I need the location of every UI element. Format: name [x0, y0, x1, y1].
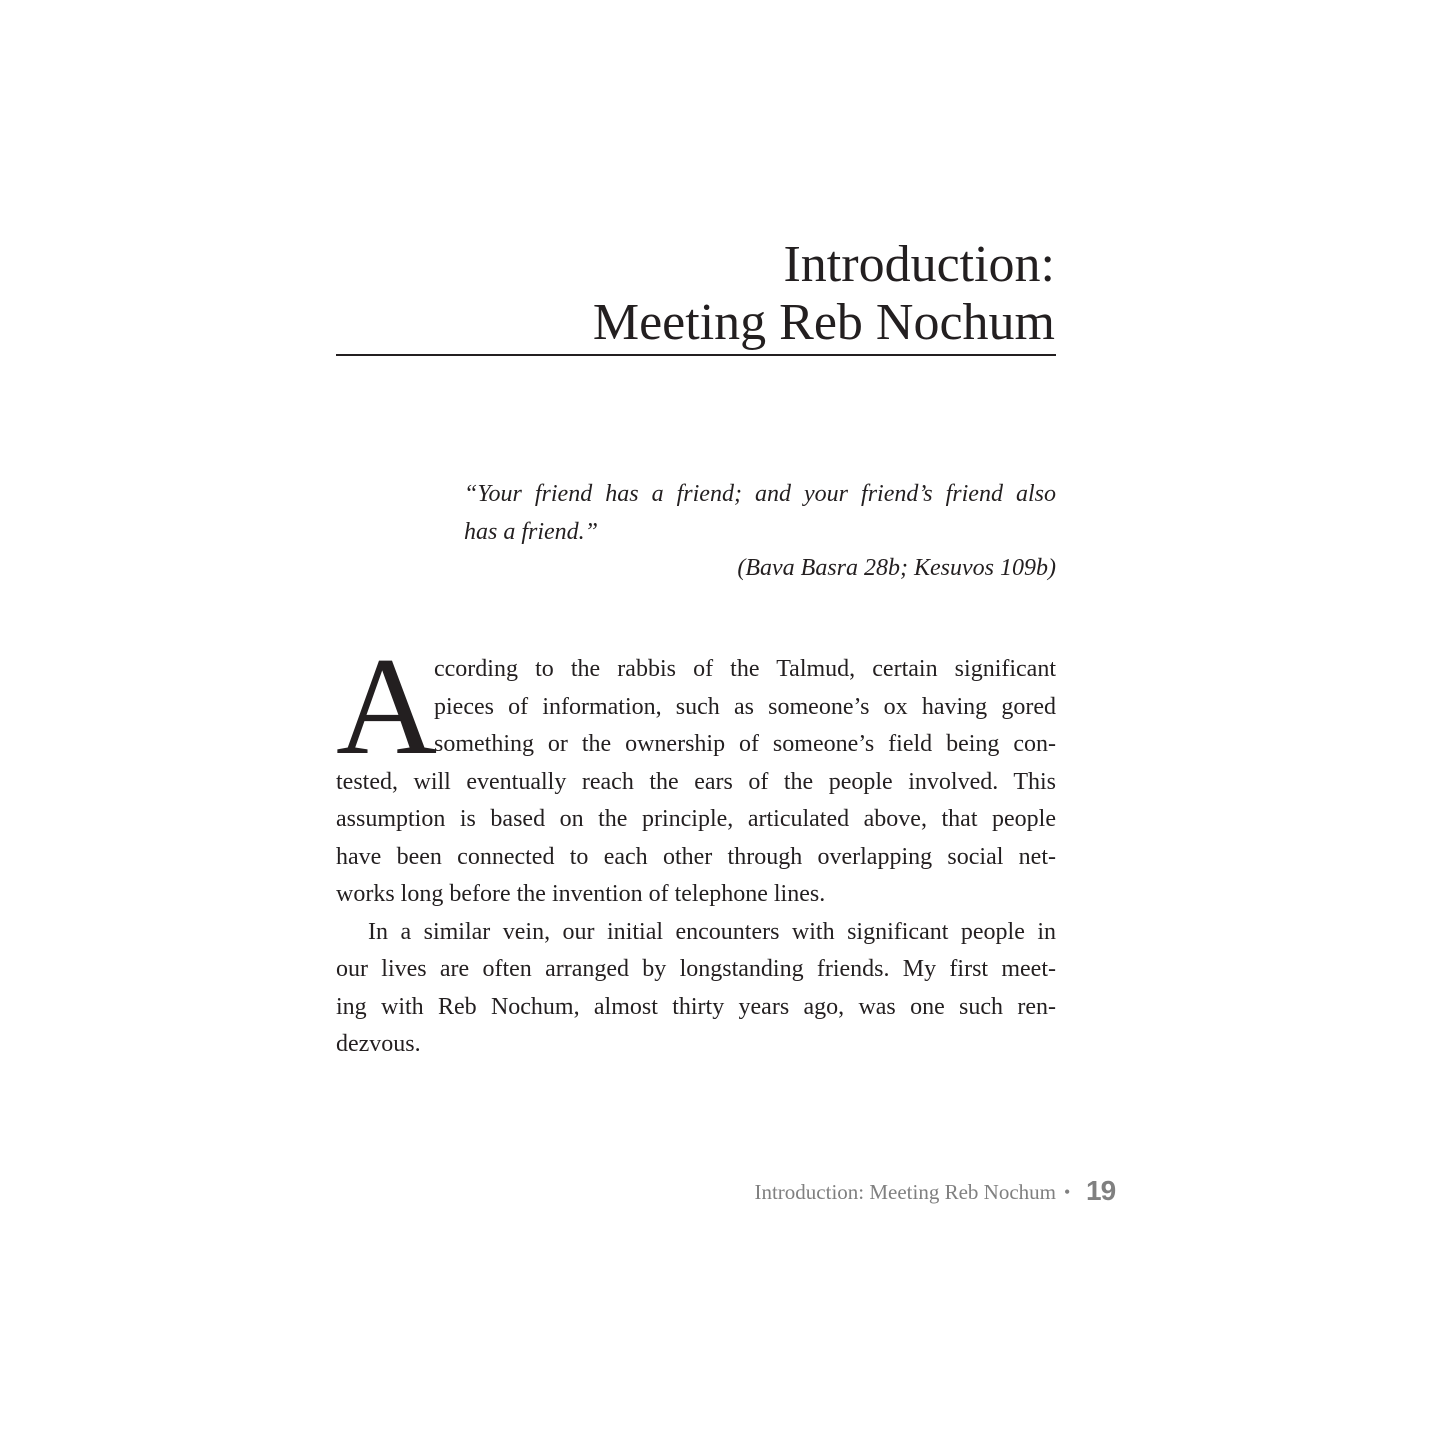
running-footer: Introduction: Meeting Reb Nochum: [754, 1180, 1056, 1204]
paragraph-1-line: works long before the invention of telephone lines.: [336, 881, 826, 907]
page-number: 19: [1086, 1175, 1116, 1206]
epigraph-quote: [464, 476, 1056, 551]
paragraph-2: [336, 914, 1056, 1064]
paragraph-1-line: have been connected to each other through overlapping social net-: [336, 843, 1056, 870]
epigraph-line-2: has a friend.”: [464, 518, 599, 545]
title-rule: [336, 354, 1056, 356]
paragraph-2-line: In a similar vein, our initial encounters with significant people in: [368, 918, 1056, 945]
chapter-title: [336, 236, 1055, 352]
drop-cap: A: [336, 629, 438, 784]
epigraph-line-1: “Your friend has a friend; and your friend’s friend also: [464, 481, 1056, 507]
paragraph-1: [336, 629, 1056, 914]
paragraph-1-line: pieces of information, such as someone’s ox having gored: [434, 693, 1056, 720]
chapter-title-line-1: Introduction:: [783, 236, 1055, 293]
paragraph-1-line: tested, will eventually reach the ears of the people involved. This: [336, 768, 1056, 795]
epigraph-source: (Bava Basra 28b; Kesuvos 109b): [737, 555, 1056, 581]
paragraph-1-line: ccording to the rabbis of the Talmud, certain significant: [434, 656, 1056, 682]
paragraph-2-line: ing with Reb Nochum, almost thirty years ago, was one such ren-: [336, 993, 1056, 1020]
footer-bullet: •: [1064, 1182, 1071, 1202]
paragraph-1-line: something or the ownership of someone’s field being con-: [434, 731, 1056, 757]
chapter-title-line-2: Meeting Reb Nochum: [592, 294, 1055, 351]
paragraph-2-line: our lives are often arranged by longstanding friends. My first meet-: [336, 956, 1056, 982]
paragraph-1-line: assumption is based on the principle, articulated above, that people: [336, 806, 1056, 832]
body-text: [336, 629, 1056, 1064]
paragraph-2-line: dezvous.: [336, 1031, 421, 1057]
